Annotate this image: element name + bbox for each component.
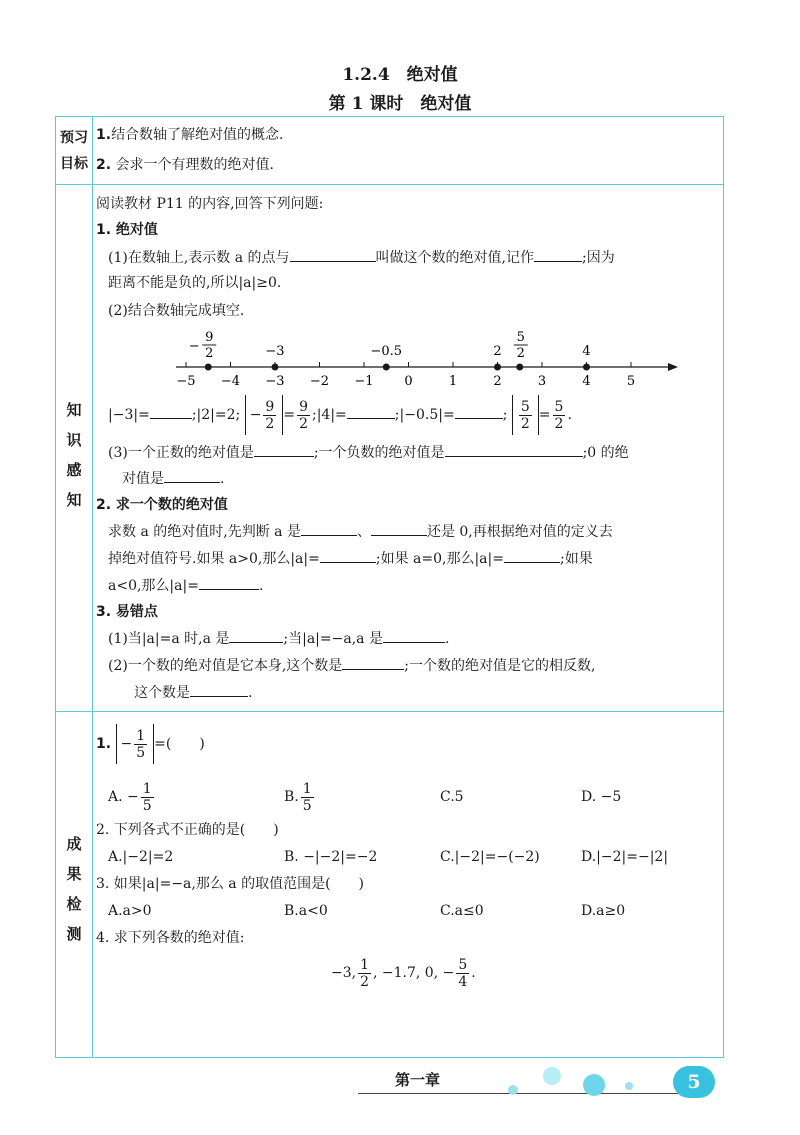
abs-expression: $\frac{5}{2}$ bbox=[512, 395, 539, 435]
point-label: 4 bbox=[582, 344, 591, 359]
question-1: 1. − $\frac{1}{5}$ =( ) bbox=[96, 724, 205, 764]
heading-common-mistakes: 3. 易错点 bbox=[96, 604, 158, 620]
point-label-denominator: 2 bbox=[205, 346, 214, 361]
s2-line1: 求数 a 的绝对值时,先判断 a 是 、 还是 0,再根据绝对值的定义去 bbox=[108, 521, 613, 542]
blank[interactable] bbox=[534, 247, 582, 262]
blank[interactable] bbox=[320, 548, 376, 563]
decor-dot bbox=[625, 1082, 633, 1090]
q4-numbers: −3, $\frac{1}{2}$ , −1.7, 0, − $\frac{5}{4}$ . bbox=[331, 956, 476, 990]
axis-arrow bbox=[668, 363, 678, 371]
s1-fill-row: |−3|= ;|2|=2; − $\frac{9}{2}$ = $\frac{9}{2}$ ;|4|= ;|−0.5|= ; $\frac{5}{2}$ = $\frac{5}{2}$ . bbox=[108, 395, 572, 435]
blank[interactable] bbox=[342, 655, 404, 670]
heading-find-abs: 2. 求一个数的绝对值 bbox=[96, 497, 228, 513]
q1-option-d[interactable]: D. −5 bbox=[581, 789, 622, 805]
point-label-numerator: 5 bbox=[516, 330, 525, 345]
blank[interactable] bbox=[445, 442, 583, 457]
q2-option-d[interactable]: D.|−2|=−|2| bbox=[581, 849, 669, 865]
blank[interactable] bbox=[254, 442, 314, 457]
blank[interactable] bbox=[229, 628, 283, 643]
number-line-point bbox=[272, 364, 279, 371]
q3-option-c[interactable]: C.a≤0 bbox=[440, 903, 484, 919]
goal-1: 1.结合数轴了解绝对值的概念. bbox=[96, 127, 284, 143]
blank[interactable] bbox=[504, 548, 560, 563]
number-line-point bbox=[583, 364, 590, 371]
question-2: 2. 下列各式不正确的是( ) bbox=[96, 822, 279, 838]
point-label: −3 bbox=[265, 344, 285, 359]
number-line-point bbox=[516, 364, 523, 371]
number-line-point bbox=[205, 364, 212, 371]
blank[interactable] bbox=[347, 404, 395, 419]
q2-option-c[interactable]: C.|−2|=−(−2) bbox=[440, 849, 540, 865]
number-line-point bbox=[383, 364, 390, 371]
q1-option-b[interactable]: B. $\frac{1}{5}$ bbox=[284, 780, 312, 814]
axis-tick-label: −3 bbox=[265, 374, 285, 389]
point-label-sign: − bbox=[188, 339, 200, 354]
decor-dot bbox=[543, 1067, 561, 1085]
q3-option-d[interactable]: D.a≥0 bbox=[581, 903, 626, 919]
blank[interactable] bbox=[190, 682, 248, 697]
blank[interactable] bbox=[290, 247, 376, 262]
s1-line3: (2)结合数轴完成填空. bbox=[108, 303, 245, 319]
s3-line2: (2)一个数的绝对值是它本身,这个数是 ;一个数的绝对值是它的相反数, bbox=[108, 655, 595, 676]
number-line-point bbox=[494, 364, 501, 371]
row-divider bbox=[56, 184, 723, 185]
s2-line3: a<0,那么|a|= . bbox=[108, 575, 263, 596]
abs-expression: − $\frac{1}{5}$ bbox=[116, 724, 155, 764]
blank[interactable] bbox=[455, 404, 503, 419]
s3-line1: (1)当|a|=a 时,a 是 ;当|a|=−a,a 是 . bbox=[108, 628, 449, 649]
point-label: 2 bbox=[493, 344, 502, 359]
lesson-title: 1.2.4 绝对值 bbox=[342, 65, 458, 85]
question-3: 3. 如果|a|=−a,那么 a 的取值范围是( ) bbox=[96, 876, 365, 892]
s2-line2: 掉绝对值符号.如果 a>0,那么|a|= ;如果 a=0,那么|a|= ;如果 bbox=[108, 548, 593, 569]
blank[interactable] bbox=[371, 521, 427, 536]
q2-option-a[interactable]: A.|−2|=2 bbox=[108, 849, 174, 865]
axis-tick-label: −4 bbox=[220, 374, 241, 389]
blank[interactable] bbox=[150, 404, 192, 419]
intro-text: 阅读教材 P11 的内容,回答下列问题: bbox=[96, 196, 324, 212]
q3-option-a[interactable]: A.a>0 bbox=[108, 903, 152, 919]
point-label-denominator: 2 bbox=[516, 346, 525, 361]
axis-tick-label: 3 bbox=[537, 374, 547, 389]
blank[interactable] bbox=[164, 468, 220, 483]
lesson-subtitle: 第 1 课时 绝对值 bbox=[328, 94, 472, 114]
s3-line3: 这个数是 . bbox=[134, 682, 252, 703]
point-label-numerator: 9 bbox=[205, 330, 214, 345]
decor-dot bbox=[583, 1074, 605, 1096]
blank[interactable] bbox=[383, 628, 445, 643]
axis-tick-label: −1 bbox=[354, 374, 374, 389]
worksheet-table bbox=[55, 116, 724, 1058]
chapter-label: 第一章 bbox=[395, 1071, 441, 1089]
axis-tick-label: 5 bbox=[626, 374, 636, 389]
s1-line4: (3)一个正数的绝对值是 ;一个负数的绝对值是 ;0 的绝 bbox=[108, 442, 629, 463]
decor-dot bbox=[508, 1085, 518, 1095]
footer-rule bbox=[358, 1093, 688, 1094]
q1-option-c[interactable]: C.5 bbox=[440, 789, 464, 805]
q1-option-a[interactable]: A. − $\frac{1}{5}$ bbox=[108, 780, 152, 814]
axis-tick-label: 4 bbox=[582, 374, 591, 389]
blank[interactable] bbox=[199, 575, 259, 590]
heading-absolute-value: 1. 绝对值 bbox=[96, 222, 158, 238]
q2-option-b[interactable]: B. −|−2|=−2 bbox=[284, 849, 378, 865]
axis-tick-label: −2 bbox=[309, 374, 330, 389]
column-divider bbox=[92, 117, 93, 1057]
question-4: 4. 求下列各数的绝对值: bbox=[96, 930, 245, 946]
axis-tick-label: 1 bbox=[448, 374, 458, 389]
abs-expression: − $\frac{9}{2}$ bbox=[245, 395, 284, 435]
blank[interactable] bbox=[301, 521, 357, 536]
section-label-check: 成 果 检 测 bbox=[66, 835, 82, 943]
s1-line1: (1)在数轴上,表示数 a 的点与 叫做这个数的绝对值,记作 ;因为 bbox=[108, 247, 615, 268]
axis-tick-label: 2 bbox=[493, 374, 502, 389]
axis-tick-label: 0 bbox=[404, 374, 413, 389]
s1-line5: 对值是 . bbox=[122, 468, 224, 489]
s1-line2: 距离不能是负的,所以|a|≥0. bbox=[108, 275, 282, 291]
page-number: 5 bbox=[673, 1066, 715, 1098]
number-line bbox=[166, 323, 686, 393]
goal-2: 2. 会求一个有理数的绝对值. bbox=[96, 157, 274, 173]
section-label-preview: 预习 目标 bbox=[60, 130, 88, 172]
row-divider bbox=[56, 711, 723, 712]
axis-tick-label: −5 bbox=[176, 374, 196, 389]
q3-option-b[interactable]: B.a<0 bbox=[284, 903, 328, 919]
section-label-knowledge: 知 识 感 知 bbox=[66, 401, 82, 509]
point-label: −0.5 bbox=[370, 344, 403, 359]
